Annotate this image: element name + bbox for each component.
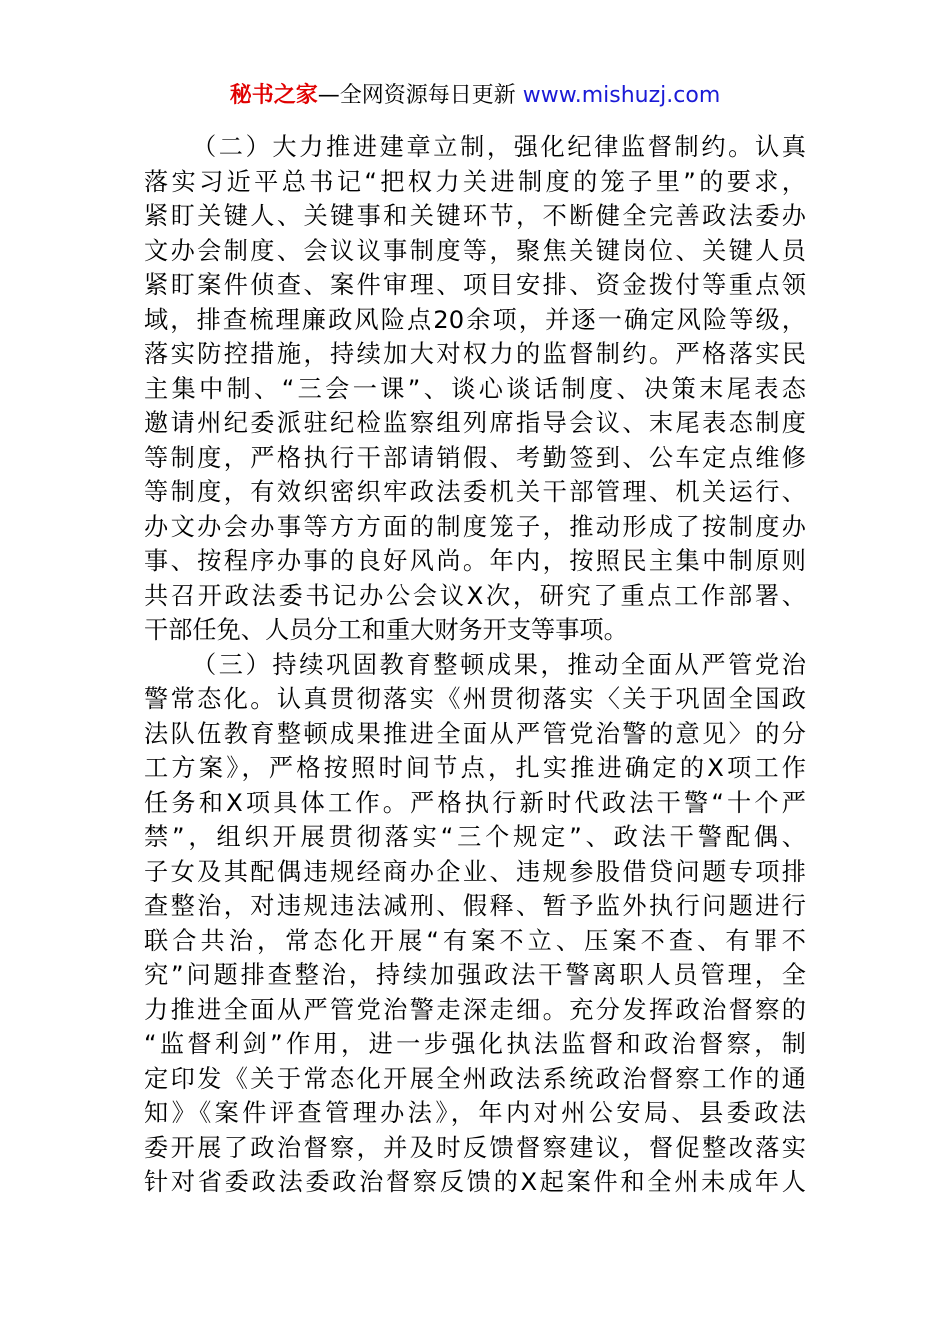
- text-line: 针对省委政法委政治督察反馈的X起案件和全州未成年人: [144, 1168, 806, 1196]
- text-line: 任务和X项具体工作。严格执行新时代政法干警“十个严: [144, 788, 806, 817]
- text-line: “监督利剑”作用，进一步强化执法监督和政治督察，制: [144, 1030, 806, 1058]
- text-line: （二）大力推进建章立制，强化纪律监督制约。认真: [192, 133, 806, 161]
- text-line: 警常态化。认真贯彻落实《州贯彻落实〈关于巩固全国政: [144, 685, 806, 713]
- site-url-link[interactable]: www.mishuzj.com: [522, 83, 721, 108]
- text-line: 法队伍教育整顿成果推进全面从严管党治警的意见〉的分: [144, 719, 806, 748]
- text-line: 办文办会办事等方方面的制度笼子，推动形成了按制度办: [144, 512, 806, 541]
- text-line: （三）持续巩固教育整顿成果，推动全面从严管党治: [192, 650, 806, 679]
- text-line: 联合共治，常态化开展“有案不立、压案不查、有罪不: [144, 926, 806, 955]
- text-line: 委开展了政治督察，并及时反馈督察建议，督促整改落实: [144, 1133, 806, 1162]
- text-line: 工方案》，严格按照时间节点，扎实推进确定的X项工作: [144, 754, 806, 782]
- text-line: 子女及其配偶违规经商办企业、违规参股借贷问题专项排: [144, 857, 806, 886]
- site-header: [0, 80, 950, 112]
- text-line: 定印发《关于常态化开展全州政法系统政治督察工作的通: [144, 1064, 806, 1093]
- text-line: 共召开政法委书记办公会议X次，研究了重点工作部署、: [144, 581, 806, 610]
- text-line: 域，排查梳理廉政风险点20余项，并逐一确定风险等级，: [144, 305, 806, 334]
- text-line: 究”问题排查整治，持续加强政法干警离职人员管理，全: [144, 961, 806, 989]
- text-line: 文办会制度、会议议事制度等，聚焦关键岗位、关键人员: [144, 236, 806, 265]
- text-line: 知》《案件评查管理办法》，年内对州公安局、县委政法: [144, 1099, 806, 1127]
- text-line: 等制度，有效织密织牢政法委机关干部管理、机关运行、: [144, 478, 806, 506]
- text-line: 主集中制、“三会一课”、谈心谈话制度、决策末尾表态: [144, 374, 806, 403]
- header-dash: —: [317, 83, 340, 108]
- text-line: 力推进全面从严管党治警走深走细。充分发挥政治督察的: [144, 995, 806, 1024]
- brand-name: 秘书之家: [229, 83, 318, 108]
- header-tagline: 全网资源每日更新: [339, 83, 523, 108]
- text-line: 禁”，组织开展贯彻落实“三个规定”、政法干警配偶、: [144, 823, 806, 851]
- document-body: [144, 130, 806, 1200]
- text-line: 邀请州纪委派驻纪检监察组列席指导会议、末尾表态制度: [144, 409, 806, 437]
- text-line: 紧盯关键人、关键事和关键环节，不断健全完善政法委办: [144, 202, 806, 230]
- text-line: 紧盯案件侦查、案件审理、项目安排、资金拨付等重点领: [144, 271, 806, 299]
- text-line: 查整治，对违规违法减刑、假释、暂予监外执行问题进行: [144, 892, 806, 920]
- text-line: 落实习近平总书记“把权力关进制度的笼子里”的要求，: [144, 167, 806, 196]
- text-line: 干部任免、人员分工和重大财务开支等事项。: [144, 616, 628, 644]
- text-line: 落实防控措施，持续加大对权力的监督制约。严格落实民: [144, 340, 806, 368]
- text-line: 事、按程序办事的良好风尚。年内，按照民主集中制原则: [144, 547, 806, 575]
- text-line: 等制度，严格执行干部请销假、考勤签到、公车定点维修: [144, 443, 806, 472]
